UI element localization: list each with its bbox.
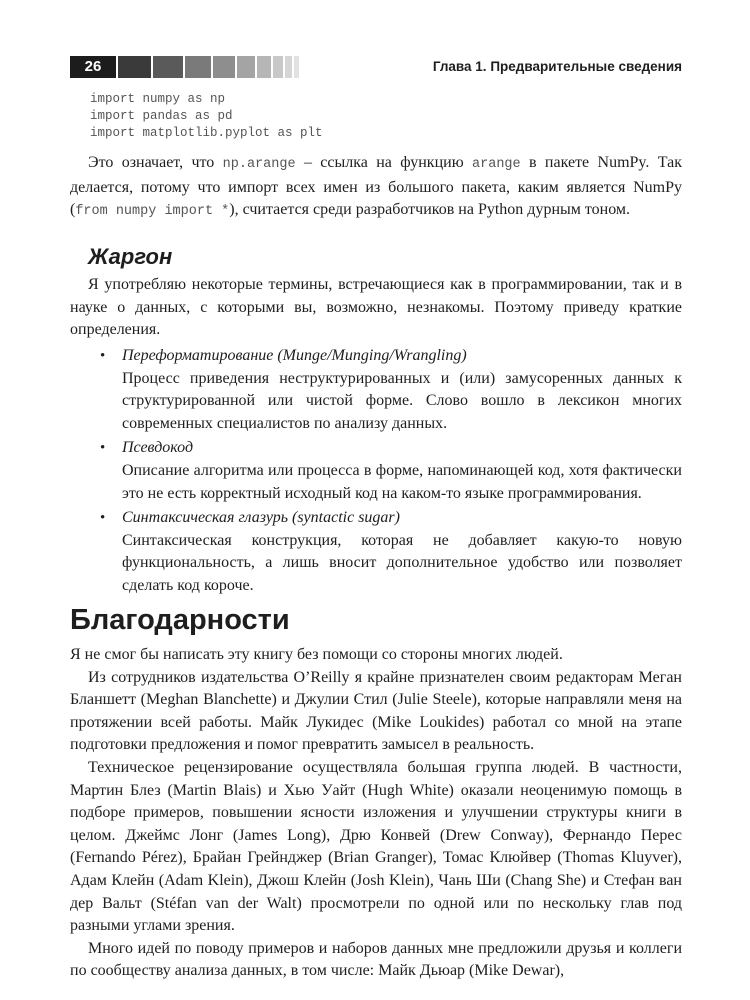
paragraph: Из сотрудников издательства O’Reilly я крайне признателен своим редакторам Меган Бланшетт (Meghan Blanchette) и Джулии Стил (Julie Steele), которые направляли меня на протяжении всей работы. Майк Лукидес (Mike Loukides) работал со мной на этапе подготовки предложения и помог превратить замысел в реальность. (70, 668, 682, 754)
term-definition: Синтаксическая конструкция, которая не добавляет какую-то новую функциональность, а лишь вносит дополнительное удобство или позволяет сделать код короче. (122, 531, 682, 594)
paragraph: Много идей по поводу примеров и наборов данных мне предложили друзья и коллеги по сообществу анализа данных, в том числе: Майк Дьюар (Mike Dewar), (70, 939, 682, 980)
term-item (100, 507, 682, 597)
bullet: • (100, 510, 106, 527)
text-run: Это означает, что (88, 154, 223, 171)
header-bar (185, 56, 211, 78)
paragraph: Техническое рецензирование осуществляла большая группа людей. В частности, Мартин Блез (Martin Blais) и Хью Уайт (Hugh White) оказали неоценимую помощь в подборе примеров, повышении ясности изложения и улучшении структуры книги в целом. Джеймс Лонг (James Long), Дрю Конвей (Drew Conway), Фернандо Перес (Fernando Pérez), Брайан Грейнджер (Brian Granger), Томас Клюйвер (Thomas Kluyver), Адам Клейн (Adam Klein), Джош Клейн (Josh Klein), Чань Ши (Chang She) и Стефан ван дер Вальт (Stéfan van der Walt) просмотрели по одной или по нескольку глав под разными углами зрения. (70, 758, 682, 935)
jargon-intro: Я употребляю некоторые термины, встречающиеся как в программировании, так и в науке о данных, с которыми вы, возможно, незнакомы. Поэтому приведу краткие определения. (70, 276, 682, 339)
term-definition: Процесс приведения неструктурированных и (или) замусоренных данных к структурированной или чистой форме. Слово вошло в лексикон многих современных специалистов по анализу данных. (122, 369, 682, 432)
section-heading-jargon: Жаргон (88, 244, 173, 269)
inline-code: arange (472, 157, 521, 172)
header-bar (285, 56, 292, 78)
chapter-title: Глава 1. Предварительные сведения (432, 59, 682, 74)
inline-code: np.arange (222, 157, 296, 172)
running-header (70, 56, 682, 78)
term-item (100, 437, 682, 505)
paragraph: Я не смог бы написать эту книгу без помощи со стороны многих людей. (70, 646, 563, 663)
header-bar (237, 56, 255, 78)
term-item (100, 345, 682, 435)
bullet: • (100, 348, 106, 364)
code-listing (90, 91, 323, 142)
header-bar (257, 56, 271, 78)
term-list (100, 345, 682, 600)
code-line: import numpy as np (90, 92, 226, 106)
text-run: ), считается среди разработчиков на Python дурным тоном. (229, 201, 631, 219)
term-name: Синтаксическая глазурь (syntactic sugar) (122, 509, 400, 527)
intro-paragraph (70, 152, 682, 224)
header-bar (153, 56, 183, 78)
header-gradient-bars (118, 56, 301, 78)
text-run: – ссылка на функцию (295, 154, 473, 171)
code-line: import matplotlib.pyplot as plt (90, 126, 323, 140)
text-run: в пакете NumPy. Так делается, потому что импорт всех имен из большого пакета, каким является NumPy ( (70, 154, 682, 219)
section-heading-acknowledgements: Благодарности (70, 604, 290, 636)
bullet: • (100, 440, 106, 457)
header-bar (118, 56, 151, 78)
header-bar (294, 56, 299, 78)
term-name: Псевдокод (122, 439, 194, 457)
inline-code: from numpy import * (75, 204, 230, 220)
header-bar (213, 56, 235, 78)
term-name: Переформатирование (Munge/Munging/Wrangling) (122, 347, 467, 364)
page-number: 26 (70, 56, 116, 78)
term-definition: Описание алгоритма или процесса в форме, напоминающей код, хотя фактически это не есть корректный исходный код на каком-то языке программирования. (122, 461, 682, 502)
acknowledgements-body (70, 644, 682, 983)
header-bar (273, 56, 283, 78)
code-line: import pandas as pd (90, 109, 233, 123)
